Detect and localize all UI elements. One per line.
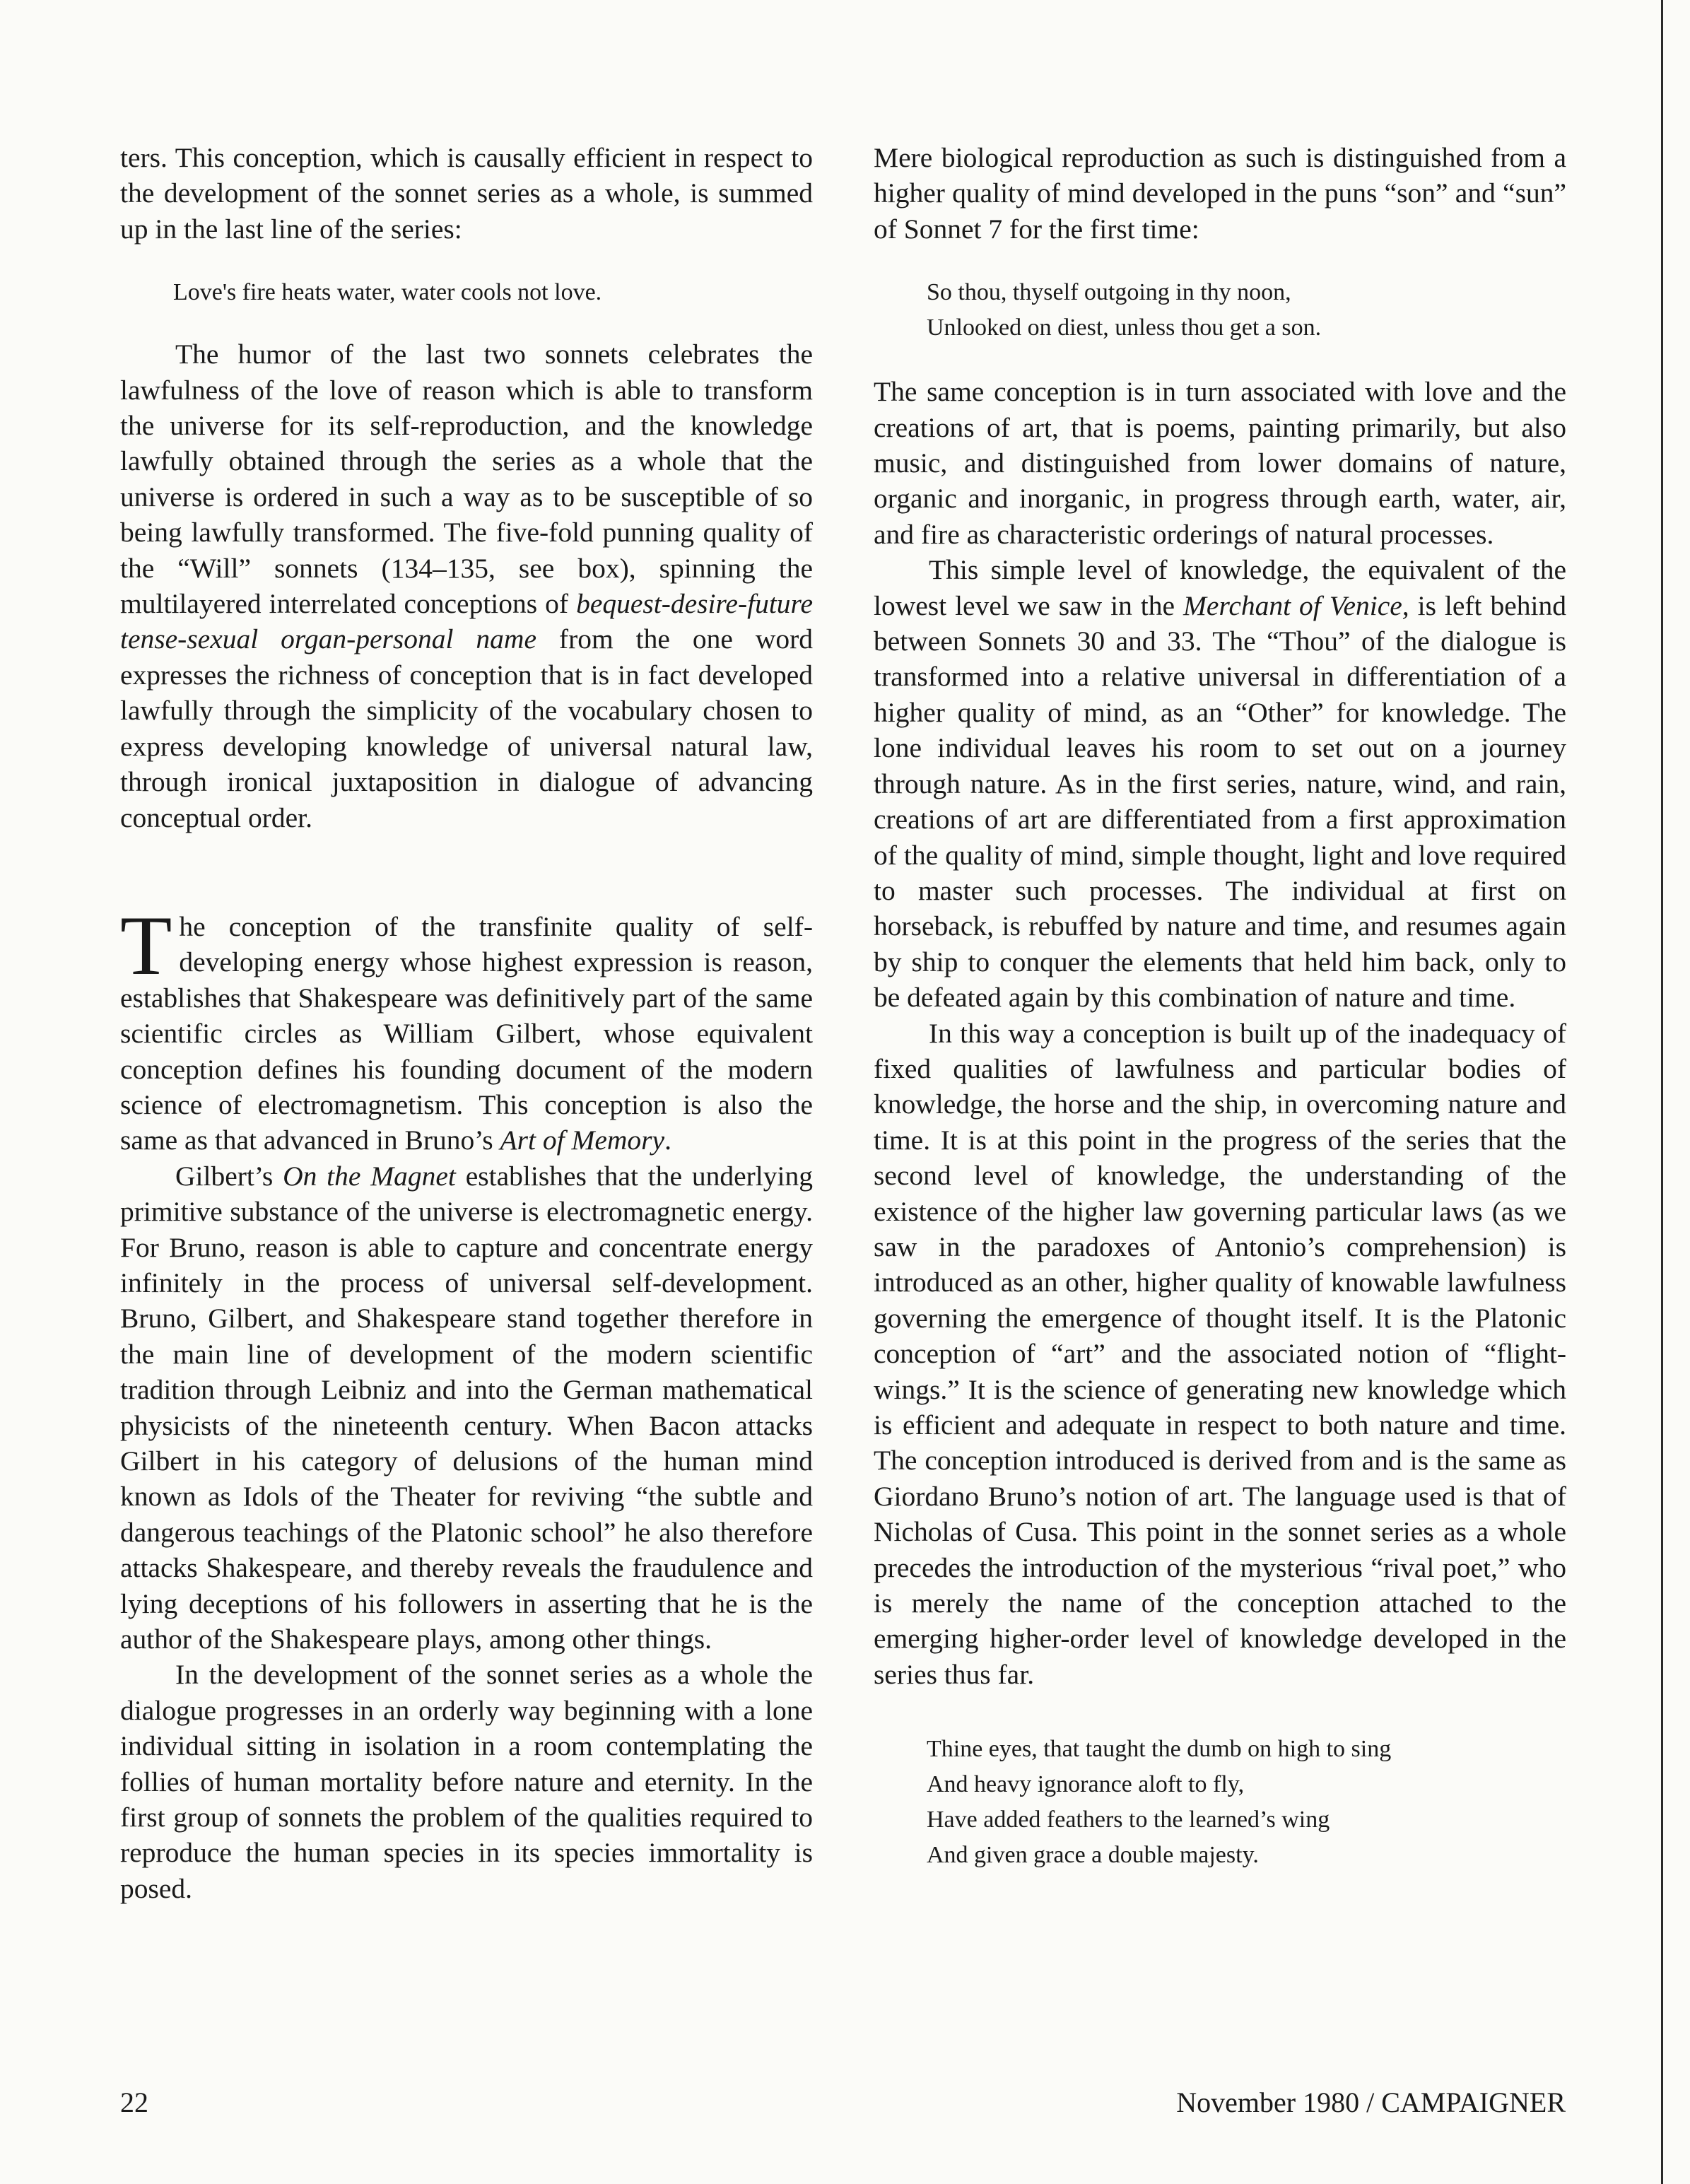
section-break	[120, 835, 813, 909]
epigraph-quote: Love's fire heats water, water cools not love.	[173, 279, 602, 306]
quote-line: And given grace a double majesty.	[927, 1842, 1259, 1869]
paragraph-text: is left behind between Sonnets 30 and 33. The “Thou” of the dialogue is transformed into a relative universal in differentiation of a higher quality of mind, as an “Other” for knowledge. The lone individual leaves his room to set out on a journey through nature. As in the first series, nature, wind, and rain, creations of art are differentiated from a first approximation of the quality of mind, simple thought, light and love required to master such processes. The individual at first on horseback, is rebuffed by nature and time, and resumes again by ship to conquer the elements that held him back, only to be defeated again by this combination of nature and time.	[874, 589, 1566, 1014]
italic-phrase: bequest-desire-future tense-sexual organ-personal name	[120, 588, 813, 655]
paragraph	[874, 552, 1566, 1015]
quote-line: Thine eyes, that taught the dumb on high to sing	[927, 1736, 1392, 1763]
paragraph: In the development of the sonnet series as a whole the dialogue progresses in an orderly way beginning with a lone individual sitting in isolation in a room contemplating the follies of human mortality before nature and eternity. In the first group of sonnets the problem of the qualities required to reproduce the human species in its species immortality is posed.	[120, 1659, 813, 1904]
sonnet-quote	[874, 275, 1566, 346]
quote-line: Have added feathers to the learned’s wing	[927, 1807, 1330, 1833]
paragraph: The same conception is in turn associated with love and the creations of art, that is poems, painting primarily, but also music, and distinguished from lower domains of nature, organic and inorganic, in progress through earth, water, air, and fire as characteristic orderings of natural processes.	[874, 376, 1566, 550]
quote-line: And heavy ignorance aloft to fly,	[927, 1771, 1245, 1798]
paragraph-text: establishes that the underlying primitive substance of the universe is electromagnetic energy. For Bruno, reason is able to capture and concentrate energy infinitely in the process of universal self-development. Bruno, Gilbert, and Shakespeare stand together therefore in the main line of development of the modern scientific tradition through Leibniz and into the German mathematical physicists of the nineteenth century. When Bacon attacks Gilbert in his category of delusions of the human mind known as Idols of the Theater for reviving “the subtle and dangerous teachings of the Platonic school” he also therefore attacks Shakespeare, and thereby reveals the fraudulence and lying deceptions of his followers in asserting that he is the author of the Shakespeare plays, among other things.	[120, 1160, 813, 1655]
paragraph-text: from the one word expresses the richness of conception that is in fact developed lawfully through the simplicity of the vocabulary chosen to express developing knowledge of universal natural law, through ironical juxtaposition in dialogue of advancing conceptual order.	[120, 623, 814, 833]
paragraph: In this way a conception is built up of the inadequacy of fixed qualities of lawfulness and particular bodies of knowledge, the horse and the ship, in overcoming nature and time. It is at this point in the progress of the series that the second level of knowledge, the understanding of the existence of the higher law governing particular laws (as we saw in the paradoxes of Antonio’s comprehension) is introduced as an other, higher quality of knowable lawfulness governing the emergence of thought itself. It is the Platonic conception of “art” and the associated notion of “flight-wings.” It is the science of generating new knowledge which is efficient and adequate in respect to both nature and time. The conception introduced is derived from and is the same as Giordano Bruno’s notion of art. The language used is that of Nicholas of Cusa. This point in the sonnet series as a whole precedes the introduction of the mysterious “rival poet,” who is merely the name of the conception attached to the emerging higher-order level of knowledge developed in the series thus far.	[874, 1017, 1566, 1690]
paragraph-text: he conception of the transfinite quality of self-developing energy whose highest expression is reason, establishes that Shakespeare was definitively part of the same scientific circles as William Gilbert, whose equivalent conception defines his founding document of the modern science of electromagnetism. This conception is also the same as that advanced in Bruno’s	[120, 910, 813, 1156]
paragraph-text: This simple level of knowledge, the equivalent of the lowest level we saw in the	[874, 554, 1566, 621]
book-title: On the Magnet	[283, 1160, 456, 1192]
page-edge-line	[1661, 0, 1663, 2184]
sonnet-quote	[874, 1732, 1566, 1873]
paragraph: Mere biological reproduction as such is distinguished from a higher quality of mind developed in the puns “son” and “sun” of Sonnet 7 for the first time:	[874, 142, 1566, 245]
paragraph	[120, 336, 813, 835]
left-column	[120, 140, 813, 1906]
paragraph: ters. This conception, which is causally efficient in respect to the development of the sonnet series as a whole, is summed up in the last line of the series:	[120, 142, 813, 245]
paragraph-text: The humor of the last two sonnets celebrates the lawfulness of the love of reason which is able to transform the universe for its self-reproduction, and the knowledge lawfully obtained through the series as a whole that the universe is ordered in such a way as to be susceptible of so being lawfully transformed. The five-fold punning quality of the “Will” sonnets (134–135, see box), spinning the multilayered interrelated conceptions of	[120, 339, 813, 620]
page-number: 22	[120, 2086, 148, 2118]
paragraph-text: Gilbert’s	[175, 1160, 283, 1192]
book-title: Art of Memory	[500, 1125, 665, 1156]
running-footer: November 1980 / CAMPAIGNER	[1176, 2086, 1566, 2118]
drop-cap: T	[120, 898, 172, 992]
paragraph-text: .	[664, 1125, 671, 1156]
section-opening-paragraph	[120, 898, 813, 1158]
right-column	[874, 140, 1566, 1873]
play-title: Merchant of Venice,	[1183, 589, 1409, 621]
quote-line: Unlooked on diest, unless thou get a son.	[927, 315, 1322, 341]
quote-line: So thou, thyself outgoing in thy noon,	[927, 279, 1291, 306]
paragraph	[120, 1158, 813, 1657]
